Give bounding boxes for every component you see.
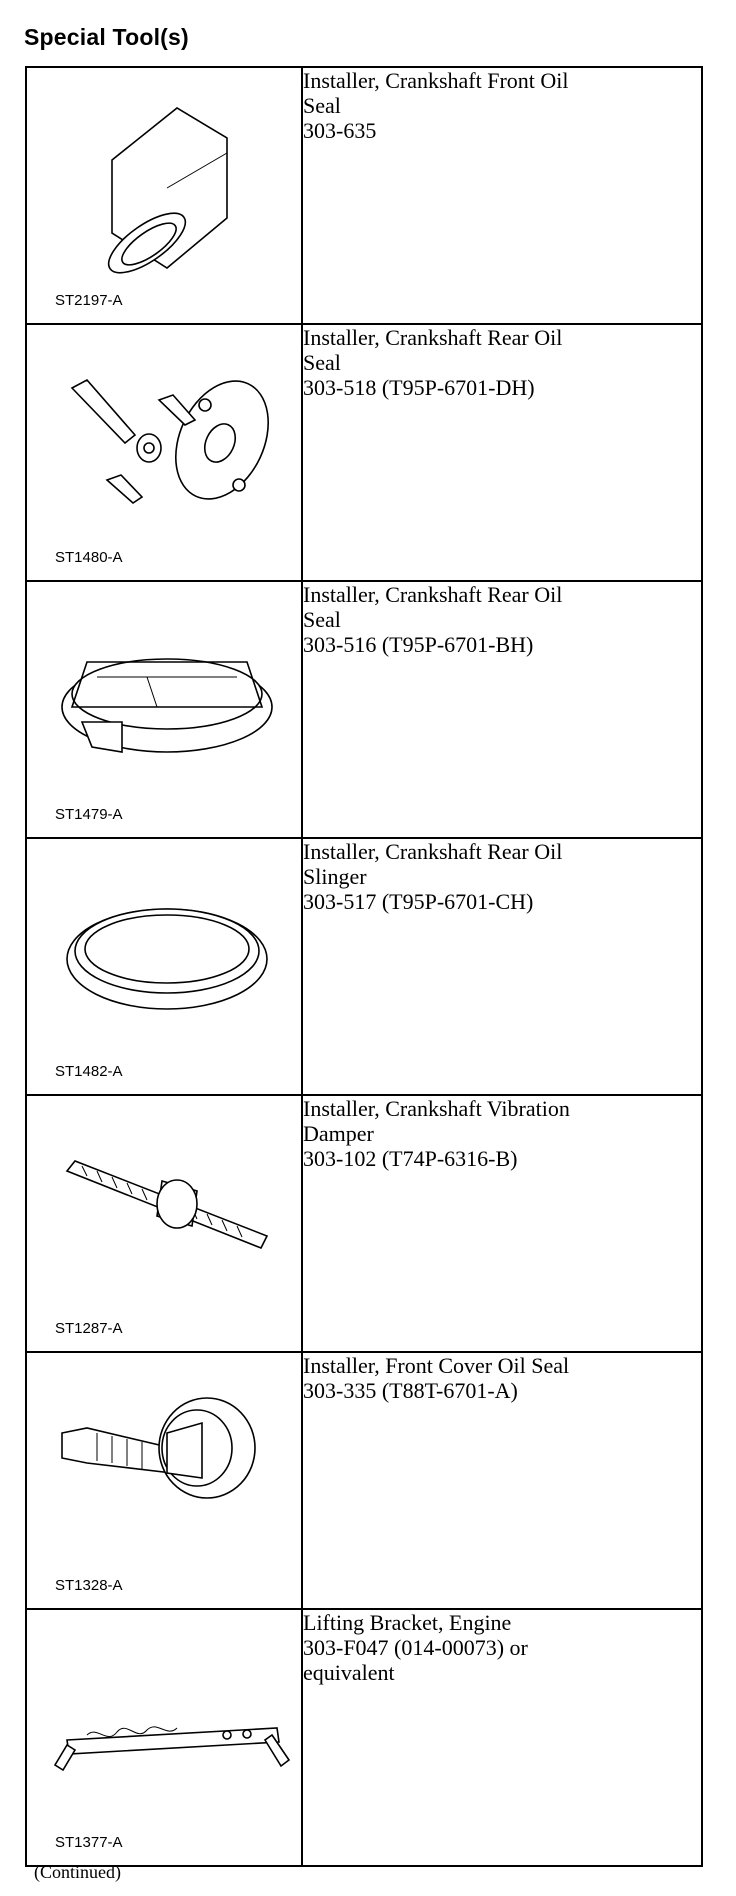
tool-image-cell — [26, 67, 302, 324]
tool-image-cell — [26, 838, 302, 1095]
table-row — [26, 1095, 702, 1352]
engine-lifting-bracket-illustration — [27, 1610, 303, 1830]
tool-code: ST1377-A — [55, 1834, 123, 1851]
tool-name: Lifting Bracket, Engine — [303, 1610, 512, 1635]
continued-note: (Continued) — [34, 1862, 121, 1882]
tool-name: Installer, Crankshaft Rear Oil — [303, 839, 563, 864]
tool-description-cell — [302, 1095, 702, 1352]
tool-name-continued: Damper — [303, 1121, 374, 1146]
table-row — [26, 324, 702, 581]
tool-part-number: 303-335 (T88T-6701-A) — [303, 1378, 518, 1403]
tool-code: ST1479-A — [55, 806, 123, 823]
table-row — [26, 67, 702, 324]
rear-seal-installer-ring-illustration — [27, 582, 303, 802]
tool-description-cell — [302, 1352, 702, 1609]
vibration-damper-installer-illustration — [27, 1096, 303, 1316]
tool-part-number: 303-517 (T95P-6701-CH) — [303, 889, 534, 914]
tool-image-cell — [26, 1352, 302, 1609]
tool-name: Installer, Front Cover Oil Seal — [303, 1353, 570, 1378]
tool-part-number: 303-516 (T95P-6701-BH) — [303, 632, 534, 657]
tool-name: Installer, Crankshaft Vibration — [303, 1096, 570, 1121]
tool-description-cell — [302, 581, 702, 838]
tool-name: Installer, Crankshaft Rear Oil — [303, 582, 563, 607]
front-cover-seal-installer-illustration — [27, 1353, 303, 1573]
table-row — [26, 838, 702, 1095]
special-tools-table — [25, 66, 703, 1867]
tool-image-cell — [26, 324, 302, 581]
tool-code: ST2197-A — [55, 292, 123, 309]
table-row — [26, 1352, 702, 1609]
oil-slinger-installer-ring-illustration — [27, 839, 303, 1059]
tool-image-cell — [26, 1095, 302, 1352]
tool-image-cell — [26, 581, 302, 838]
tool-name-continued: Seal — [303, 350, 341, 375]
page-title: Special Tool(s) — [24, 24, 189, 50]
tool-name: Installer, Crankshaft Rear Oil — [303, 325, 563, 350]
table-row — [26, 1609, 702, 1866]
tool-code: ST1287-A — [55, 1320, 123, 1337]
tool-code: ST1328-A — [55, 1577, 123, 1594]
tool-part-number: 303-635 — [303, 118, 377, 143]
tool-image-cell — [26, 1609, 302, 1866]
tool-name: Installer, Crankshaft Front Oil — [303, 68, 569, 93]
tool-description-cell — [302, 1609, 702, 1866]
table-row — [26, 581, 702, 838]
tool-part-number: 303-F047 (014-00073) or — [303, 1635, 528, 1660]
tool-part-number-continued: equivalent — [303, 1660, 395, 1685]
tool-description-cell — [302, 324, 702, 581]
tool-name-continued: Slinger — [303, 864, 367, 889]
tool-description-cell — [302, 67, 702, 324]
tool-description-cell — [302, 838, 702, 1095]
tool-name-continued: Seal — [303, 93, 341, 118]
tool-code: ST1482-A — [55, 1063, 123, 1080]
seal-installer-sleeve-illustration — [27, 68, 303, 288]
tool-code: ST1480-A — [55, 549, 123, 566]
tool-name-continued: Seal — [303, 607, 341, 632]
tool-part-number: 303-102 (T74P-6316-B) — [303, 1146, 518, 1171]
rear-seal-installer-kit-illustration — [27, 325, 303, 545]
tool-part-number: 303-518 (T95P-6701-DH) — [303, 375, 535, 400]
